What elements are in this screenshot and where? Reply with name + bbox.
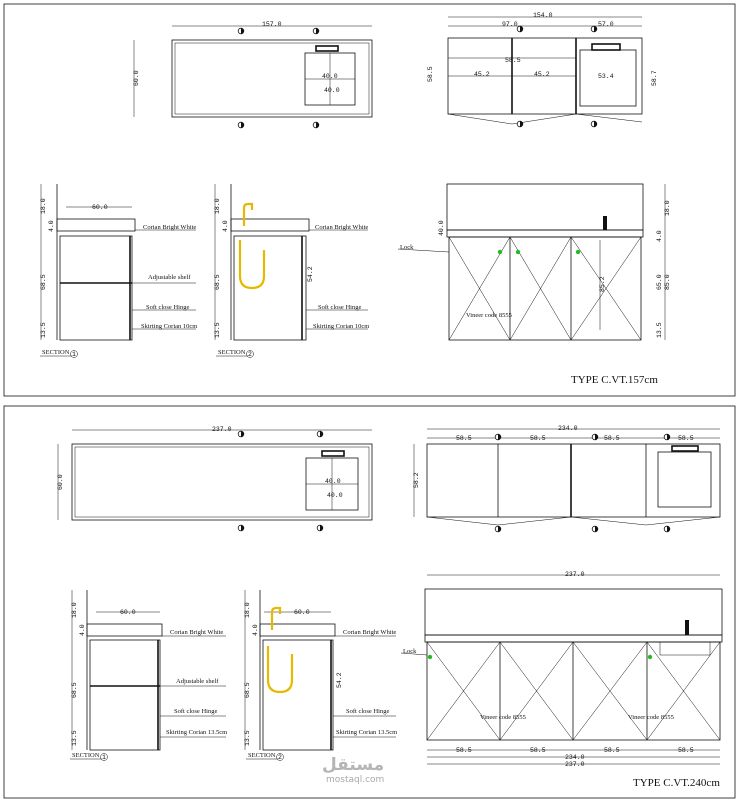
- section-tag: SECTION: [42, 349, 70, 356]
- label-1: Adjustable shelf: [148, 274, 191, 281]
- label-veneer: Vineer code 8555: [466, 312, 512, 319]
- section-tag: SECTION: [248, 752, 276, 759]
- dim-d1: 18.0: [244, 602, 251, 618]
- dim-d: 13.5: [656, 322, 663, 338]
- dim-h-left: 58.5: [427, 66, 434, 82]
- dim-width: 237.0: [212, 426, 232, 433]
- dim-d1: 18.0: [40, 198, 47, 214]
- plan-view-bottom: [57, 426, 372, 531]
- elevation-bottom: [401, 571, 722, 768]
- watermark-latin: mostaql.com: [326, 775, 385, 785]
- dim-seg-2: 58.5: [604, 747, 620, 754]
- label-lock: Lock: [400, 244, 414, 251]
- dim-a: 65.0: [656, 274, 663, 290]
- dim-d4: 13.5: [71, 730, 78, 746]
- dim-d3: 68.5: [244, 682, 251, 698]
- label-3: Skirting Corian 10cm: [141, 323, 198, 330]
- dim-h: 54.2: [307, 266, 314, 282]
- section-2-bottom: [244, 590, 397, 761]
- label-veneer-2: Vineer code 8555: [628, 714, 674, 721]
- label-2: Soft close Hinge: [146, 304, 190, 311]
- dim-h: 58.2: [413, 472, 420, 488]
- dim-b: 45.2: [534, 71, 550, 78]
- dim-seg-0: 58.5: [456, 747, 472, 754]
- label-3: Skirting Corian 13.5cm: [166, 729, 228, 736]
- label-2: Soft close Hinge: [174, 708, 218, 715]
- section-1-bottom: [70, 590, 227, 761]
- dim-seg-1: 58.5: [530, 747, 546, 754]
- sheet-frame-bottom: [4, 406, 735, 798]
- dim-seg-1: 58.5: [530, 435, 546, 442]
- section-num: 2: [278, 754, 282, 761]
- dim-d1: 18.0: [214, 198, 221, 214]
- dim-d1: 18.0: [71, 602, 78, 618]
- label-0: Corian Bright White: [170, 629, 224, 636]
- dim-b: 85.0: [664, 274, 671, 290]
- dim-total: 154.0: [533, 12, 553, 19]
- dim-seg-2: 58.5: [604, 435, 620, 442]
- elevation-top: [398, 184, 671, 340]
- dim-d2: 4.0: [79, 624, 86, 636]
- dim-d4: 13.5: [40, 322, 47, 338]
- dim-h-right: 58.7: [651, 70, 658, 86]
- dim-d3: 68.5: [214, 274, 221, 290]
- dim-a: 45.2: [474, 71, 490, 78]
- section-num: 1: [72, 351, 76, 358]
- dim-depth: 60.0: [133, 70, 140, 86]
- dim-sink-a: 40.0: [325, 478, 341, 485]
- dim-d3: 68.5: [40, 274, 47, 290]
- dim-seg-3: 58.5: [678, 747, 694, 754]
- section-num: 1: [102, 754, 106, 761]
- dim-c: 53.4: [598, 73, 614, 80]
- dim-width: 157.0: [262, 21, 282, 28]
- label-1: Adjustable shelf: [176, 678, 219, 685]
- front-plan-bottom: [413, 425, 720, 532]
- dim-h: 85.2: [599, 276, 606, 292]
- label-0: Corian Bright White: [315, 224, 369, 231]
- dim-sink-b: 40.0: [327, 492, 343, 499]
- section-num: 2: [248, 351, 252, 358]
- dim-sink-b: 40.0: [324, 87, 340, 94]
- dim-seg-0: 58.5: [456, 435, 472, 442]
- section-tag: SECTION: [218, 349, 246, 356]
- dim-depth: 60.0: [92, 204, 108, 211]
- label-2: Skirting Corian 10cm: [313, 323, 370, 330]
- section-2-top: [214, 184, 369, 358]
- watermark-arabic: مستقل: [322, 755, 385, 775]
- dim-d4: 13.5: [244, 730, 251, 746]
- dim-d2: 4.0: [222, 220, 229, 232]
- dim-h: 54.2: [336, 672, 343, 688]
- dim-w1: 97.0: [502, 21, 518, 28]
- dim-d2: 4.0: [252, 624, 259, 636]
- plan-view-top: [133, 21, 372, 128]
- label-2: Skirting Corian 13.5cm: [336, 729, 398, 736]
- dim-depth: 60.0: [120, 609, 136, 616]
- sheet-title-bottom: TYPE C.VT.240cm: [633, 777, 720, 789]
- front-plan-top: [427, 12, 658, 127]
- dim-left: 40.0: [438, 220, 445, 236]
- dim-d2: 4.0: [48, 220, 55, 232]
- section-1-top: [40, 184, 197, 358]
- dim-w2: 57.0: [598, 21, 614, 28]
- dim-seg-3: 58.5: [678, 435, 694, 442]
- sheet-title-top: TYPE C.VT.157cm: [571, 374, 658, 386]
- dim-d3: 68.5: [71, 682, 78, 698]
- label-1: Soft close Hinge: [318, 304, 362, 311]
- dim-d4: 13.5: [214, 322, 221, 338]
- dim-top: 18.0: [664, 200, 671, 216]
- dim-top: 237.0: [565, 571, 585, 578]
- dim-depth: 60.0: [294, 609, 310, 616]
- dim-total: 234.0: [558, 425, 578, 432]
- dim-sub: 234.0: [565, 754, 585, 761]
- dim-depth: 60.0: [57, 474, 64, 490]
- label-1: Soft close Hinge: [346, 708, 390, 715]
- dim-inner: 58.5: [505, 57, 521, 64]
- dim-c: 4.0: [656, 230, 663, 242]
- dim-sink-a: 40.0: [322, 73, 338, 80]
- label-veneer-1: Vineer code 8555: [480, 714, 526, 721]
- label-lock: Lock: [403, 648, 417, 655]
- sheet-frame-top: [4, 4, 735, 396]
- dim-total: 237.0: [565, 761, 585, 768]
- label-0: Corian Bright White: [343, 629, 397, 636]
- label-0: Corian Bright White: [143, 224, 197, 231]
- section-tag: SECTION: [72, 752, 100, 759]
